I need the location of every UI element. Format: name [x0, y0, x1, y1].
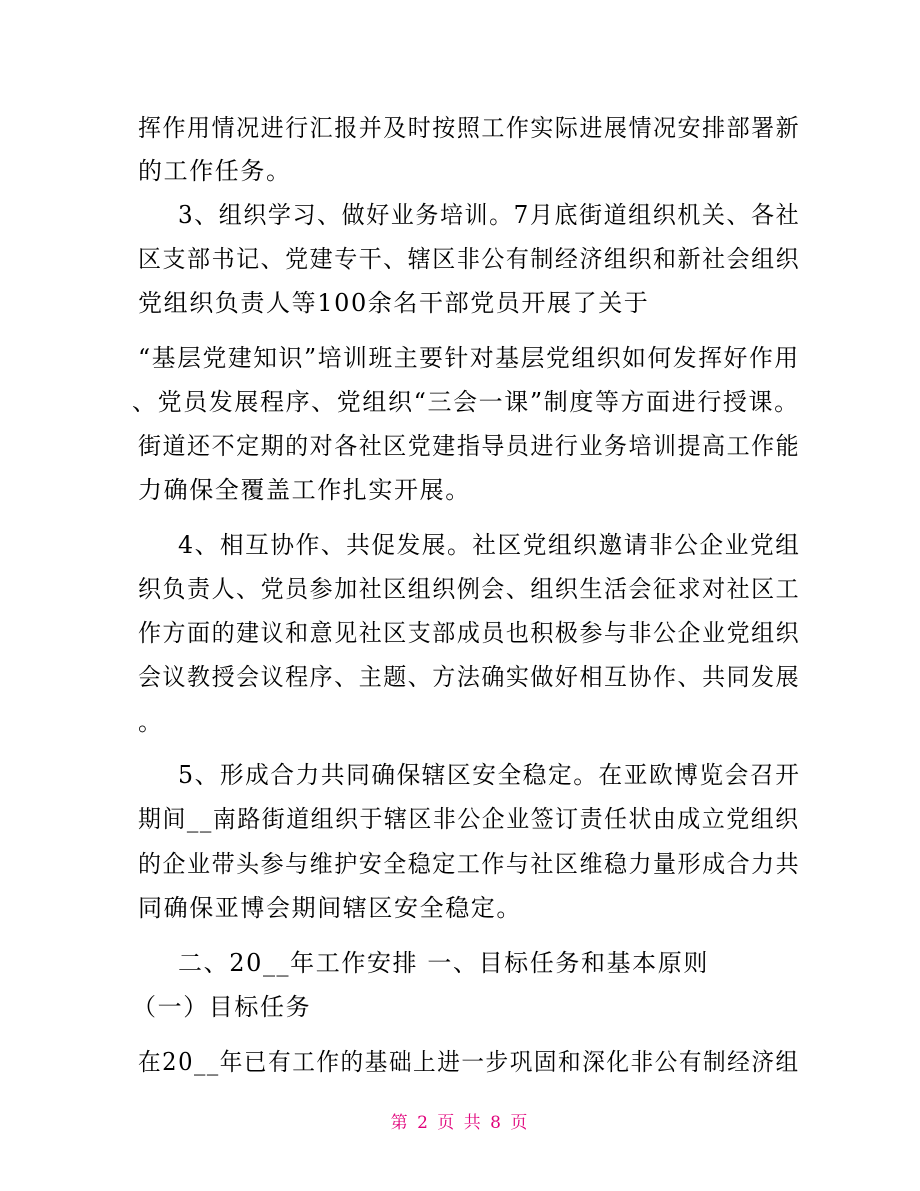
text-line-6: “基层党建知识”培训班主要针对基层党组织如何发挥好作用 [138, 344, 800, 372]
text-line-3: 3、组织学习、做好业务培训。7月底街道组织机关、各社 [178, 201, 801, 229]
text-line-9: 力确保全覆盖工作扎实开展。 [138, 476, 471, 504]
text-line-11: 织负责人、党员参加社区组织例会、组织生活会征求对社区工 [138, 575, 801, 603]
text-line-1: 挥作用情况进行汇报并及时按照工作实际进展情况安排部署新 [138, 114, 801, 142]
text-line-21: 在20__年已有工作的基础上进一步巩固和深化非公有制经济组 [138, 1048, 800, 1076]
text-line-18: 同确保亚博会期间辖区安全稳定。 [138, 894, 522, 922]
text-line-15: 5、形成合力共同确保辖区安全稳定。在亚欧博览会召开 [178, 761, 801, 789]
text-line-2: 的工作任务。 [138, 157, 292, 185]
text-line-17: 的企业带头参与维护安全稳定工作与社区维稳力量形成合力共 [138, 850, 801, 878]
text-line-10: 4、相互协作、共促发展。社区党组织邀请非公企业党组 [178, 531, 801, 559]
text-line-16: 期间__南路街道组织于辖区非公企业签订责任状由成立党组织 [138, 805, 800, 833]
text-line-14: 。 [138, 708, 164, 736]
text-line-13: 会议教授会议程序、主题、方法确实做好相互协作、共同发展 [138, 663, 801, 691]
text-line-19: 二、20__年工作安排 一、目标任务和基本原则 [178, 949, 709, 977]
text-line-8: 街道还不定期的对各社区党建指导员进行业务培训提高工作能 [138, 432, 801, 460]
text-line-12: 作方面的建议和意见社区支部成员也积极参与非公企业党组织 [138, 619, 801, 647]
page-number-footer: 第 2 页 共 8 页 [390, 1113, 530, 1133]
text-line-5: 党组织负责人等100余名干部党员开展了关于 [138, 289, 650, 317]
text-line-20: （一）目标任务 [132, 993, 312, 1021]
text-line-4: 区支部书记、党建专干、辖区非公有制经济组织和新社会组织 [138, 245, 801, 273]
text-line-7: 、党员发展程序、党组织“三会一课”制度等方面进行授课。 [132, 388, 800, 416]
